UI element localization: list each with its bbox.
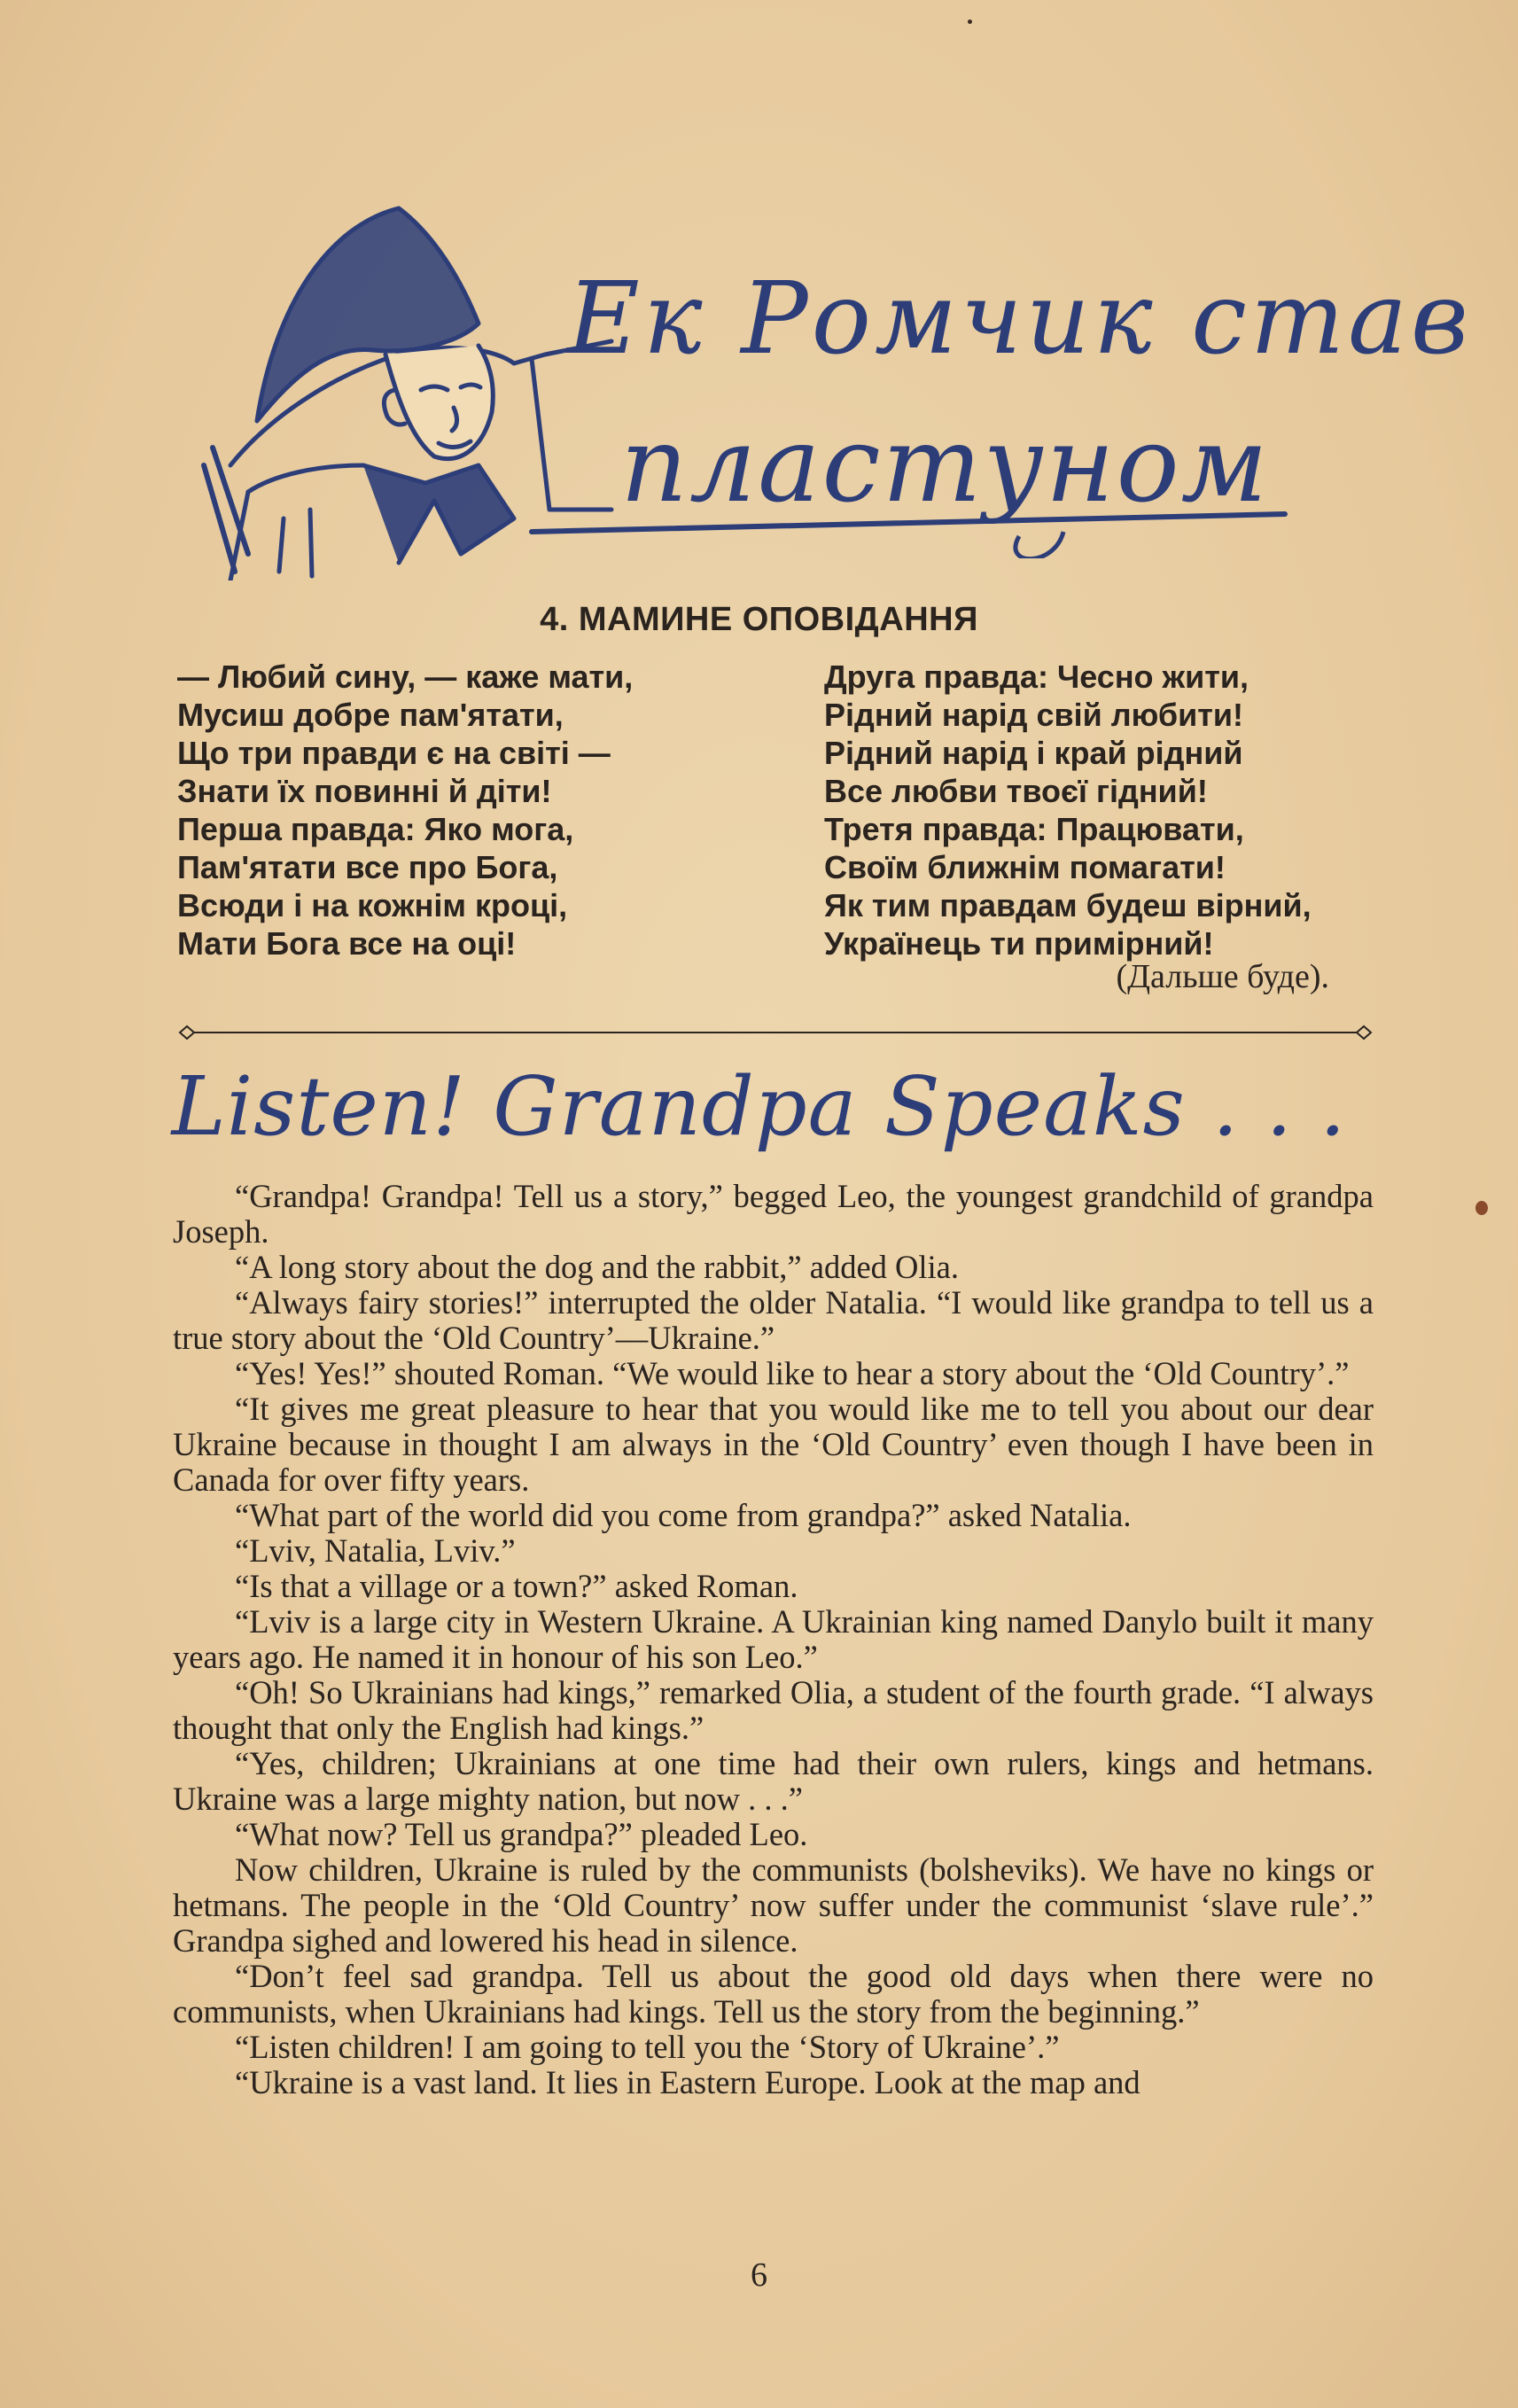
poem-line: Перша правда: Яко мога, <box>177 811 574 847</box>
story-paragraph: “Is that a village or a town?” asked Roman. <box>235 1568 798 1604</box>
story-paragraph: “Don’t feel sad grandpa. Tell us about the good old days when there were no communists, when Ukrainians had kings. Tell us the story from the beginning.” <box>173 1958 1374 2030</box>
poem-line: Своїм ближнім помагати! <box>824 849 1226 885</box>
poem-line: Все любви твоєї гідний! <box>824 773 1208 809</box>
story-paragraph: “Always fairy stories!” interrupted the older Natalia. “I would like grandpa to tell us a true story about the ‘Old Country’—Ukraine.” <box>173 1284 1374 1356</box>
story-paragraph: “Yes! Yes!” shouted Roman. “We would like to hear a story about the ‘Old Country’.” <box>235 1355 1350 1391</box>
story-paragraph: “Ukraine is a vast land. It lies in Eastern Europe. Look at the map and <box>235 2064 1140 2100</box>
story-paragraph: “What part of the world did you come from grandpa?” asked Natalia. <box>235 1497 1132 1533</box>
story-paragraph: “Listen children! I am going to tell you the ‘Story of Ukraine’.” <box>235 2029 1060 2065</box>
paper-speck <box>968 19 972 24</box>
poem-line: Друга правда: Чесно жити, <box>824 658 1249 695</box>
poem-left-column <box>177 658 744 962</box>
header <box>195 199 1473 589</box>
paper-speck <box>1475 1201 1488 1215</box>
story-paragraph: “Oh! So Ukrainians had kings,” remarked Olia, a student of the fourth grade. “I always thought that only the English had kings.” <box>173 1674 1374 1746</box>
poem-line: Українець ти примірний! <box>824 925 1214 962</box>
poem-line: Мати Бога все на оці! <box>177 925 517 962</box>
story-paragraph: “It gives me great pleasure to hear that you would like me to tell you about our dear Ukraine because in thought I am always in the ‘Old Country’ even though I have been in Canada for over fifty years. <box>173 1391 1374 1498</box>
poem-line: — Любий сину, — каже мати, <box>177 658 634 695</box>
title-line-1: Ек Ромчик став <box>567 261 1473 377</box>
to-be-continued: (Дальше буде). <box>1116 958 1329 995</box>
title-line-2: пластуном <box>620 403 1270 526</box>
story-paragraph: “Lviv, Natalia, Lviv.” <box>235 1532 516 1569</box>
poem-line: Третя правда: Працювати, <box>824 811 1244 847</box>
section-divider <box>173 1019 1378 1046</box>
poem-line: Мусиш добре пам'ятати, <box>177 697 564 733</box>
story-paragraph: “Lviv is a large city in Western Ukraine. A Ukrainian king named Danylo built it many years ago. He named it in honour of his son Leo.” <box>173 1603 1374 1675</box>
story-paragraph: “Grandpa! Grandpa! Tell us a story,” begged Leo, the youngest grandchild of grandpa Joseph. <box>173 1178 1374 1250</box>
poem-line: Як тим правдам будеш вірний, <box>824 887 1312 923</box>
poem-heading: 4. МАМИНЕ ОПОВІДАННЯ <box>540 601 978 638</box>
title-flourish <box>523 496 1303 558</box>
poem-line: Рідний нарід і край рідний <box>824 735 1243 771</box>
poem-right-column <box>824 658 1391 962</box>
story-title: Listen! Grandpa Speaks . . . <box>171 1059 1347 1154</box>
story-paragraph: “A long story about the dog and the rabbit,” added Olia. <box>235 1249 959 1285</box>
page-number: 6 <box>751 2256 767 2294</box>
poem-line: Всюди і на кожнім кроці, <box>177 887 568 923</box>
poem-line: Знати їх повинні й діти! <box>177 773 552 809</box>
poem-line: Рідний нарід свій любити! <box>824 697 1244 733</box>
story-paragraph: “Yes, children; Ukrainians at one time had their own rulers, kings and hetmans. Ukraine was a large mighty nation, but now . . .” <box>173 1745 1374 1817</box>
story-paragraph: Now children, Ukraine is ruled by the communists (bolsheviks). We have no kings or hetmans. The people in the ‘Old Country’ now suffer under the communist ‘slave rule’.” Grandpa sighed and lowered his head in silence. <box>173 1851 1374 1959</box>
story-paragraph: “What now? Tell us grandpa?” pleaded Leo. <box>235 1816 808 1852</box>
story-body <box>173 1179 1374 2100</box>
poem-line: Що три правди є на світі — <box>177 735 611 771</box>
poem-line: Пам'ятати все про Бога, <box>177 849 558 885</box>
